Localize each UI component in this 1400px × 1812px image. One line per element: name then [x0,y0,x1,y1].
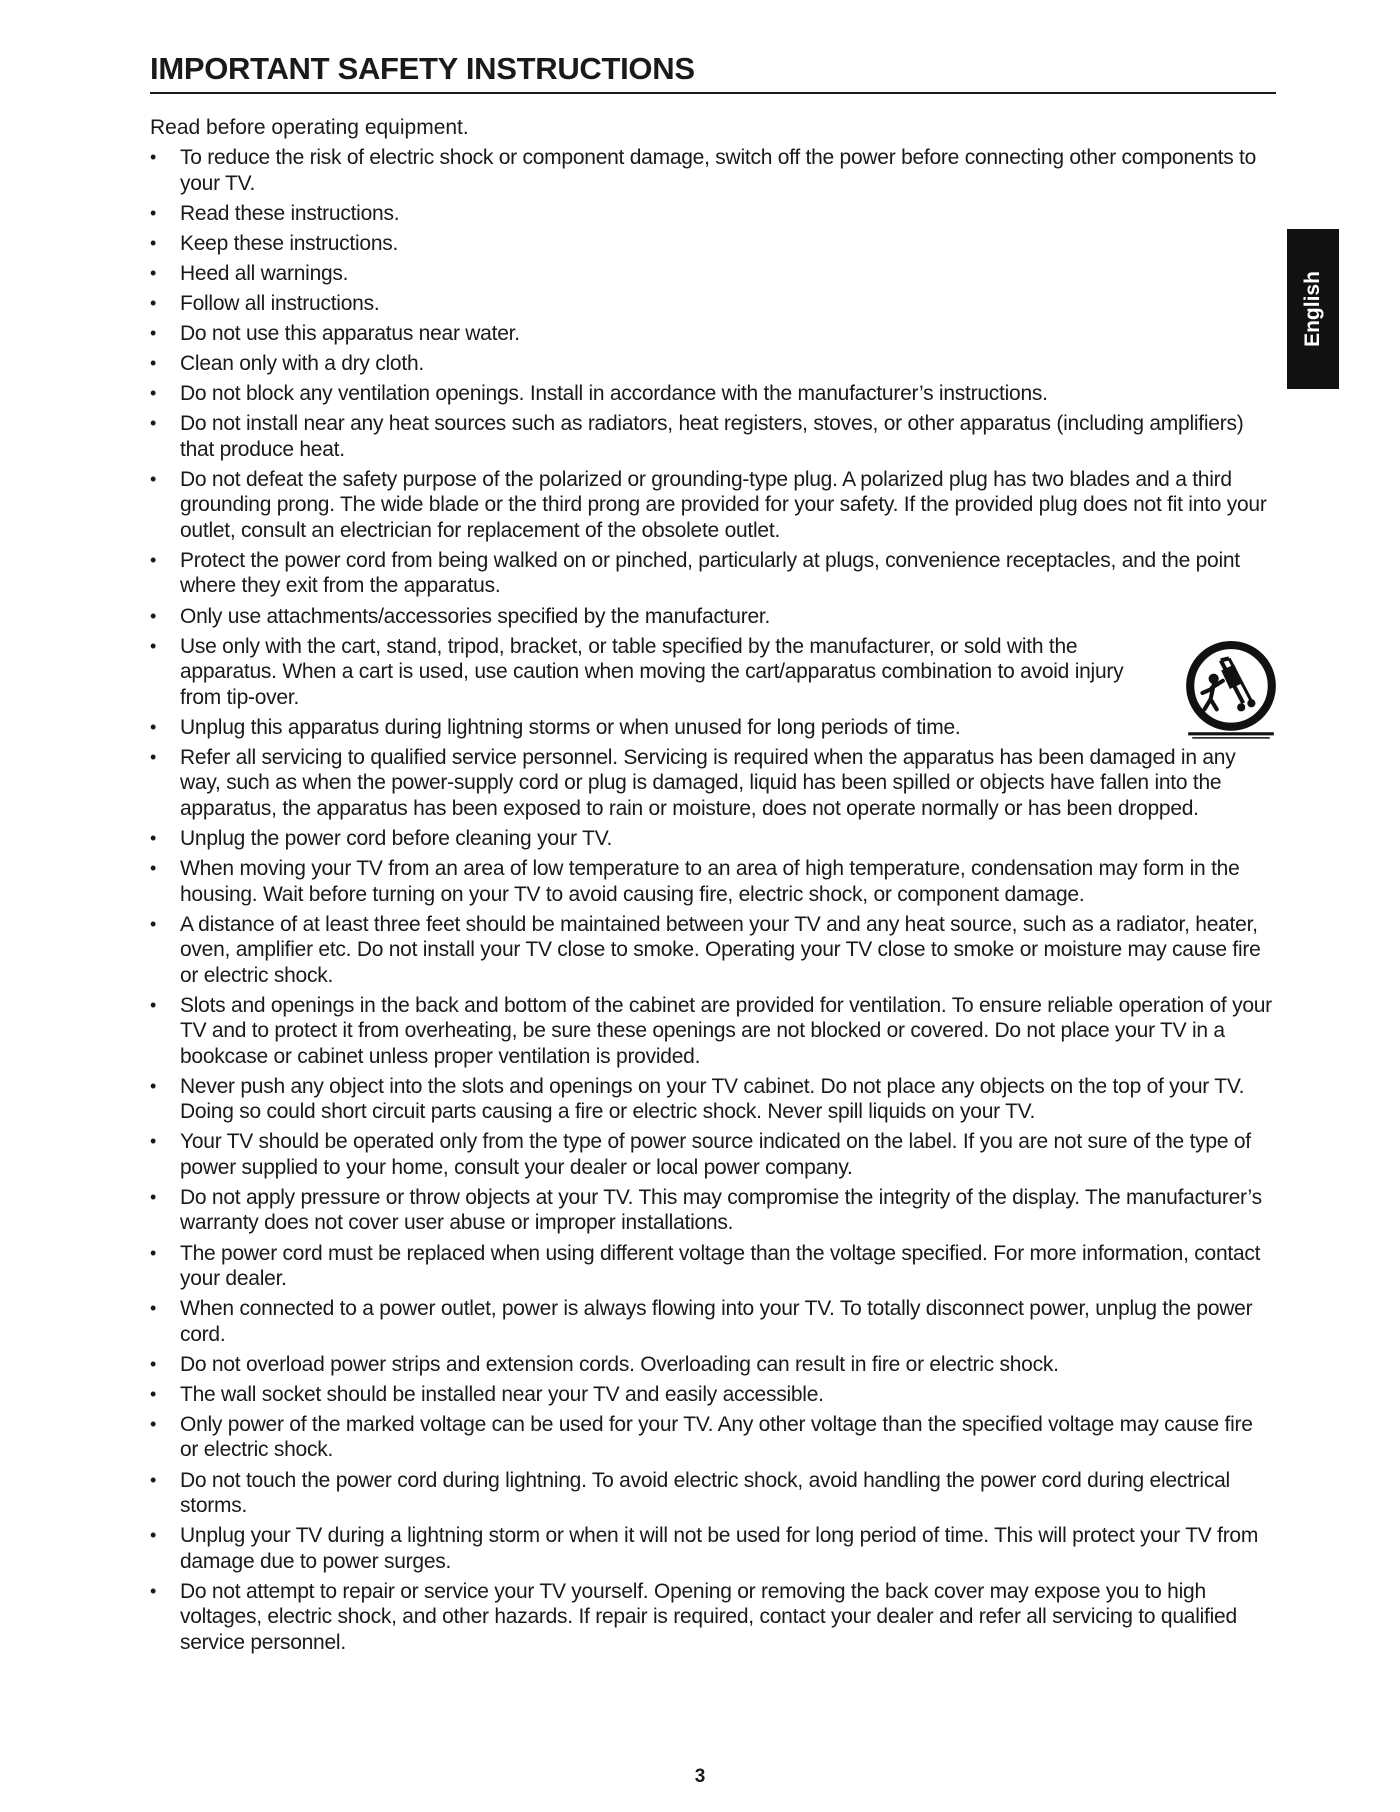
instruction-item: • Do not apply pressure or throw objects at your TV. This may compromise the integrity of the display. The manufacturer’s warranty does not cover user abuse or improper installations. [150,1185,1276,1236]
language-tab [1287,229,1339,389]
instruction-item: • Do not use this apparatus near water. [150,321,1276,347]
instruction-item: • Clean only with a dry cloth. [150,351,1276,377]
no-cart-tip-over-icon [1180,640,1282,742]
instruction-item: • Keep these instructions. [150,231,1276,257]
instruction-item: • Do not defeat the safety purpose of the polarized or grounding-type plug. A polarized plug has two blades and a third grounding prong. The wide blade or the third prong are provided for your safety. If the provided plug does not fit into your outlet, consult an electrician for replacement of the obsolete outlet. [150,467,1276,544]
instruction-item: • To reduce the risk of electric shock or component damage, switch off the power before connecting other components to your TV. [150,145,1276,196]
instruction-item: • Unplug this apparatus during lightning storms or when unused for long periods of time. [150,715,1276,741]
instruction-item: • Never push any object into the slots and openings on your TV cabinet. Do not place any objects on the top of your TV. Doing so could short circuit parts causing a fire or electric shock. Never spill liquids on your TV. [150,1074,1276,1125]
instruction-item: • Do not block any ventilation openings. Install in accordance with the manufacturer’s instructions. [150,381,1276,407]
instruction-item: • The power cord must be replaced when using different voltage than the voltage specified. For more information, contact your dealer. [150,1241,1276,1292]
instruction-item: • Do not install near any heat sources such as radiators, heat registers, stoves, or other apparatus (including amplifiers) that produce heat. [150,411,1276,462]
instruction-item: • Only power of the marked voltage can be used for your TV. Any other voltage than the specified voltage may cause fire or electric shock. [150,1412,1276,1463]
page-number: 3 [694,1766,706,1787]
instruction-item: • Use only with the cart, stand, tripod, bracket, or table specified by the manufacturer, or sold with the apparatus. When a cart is used, use caution when moving the cart/apparatus combination to avoid injury from tip-over. [150,634,1276,711]
instruction-item: • Read these instructions. [150,201,1276,227]
instruction-item: • Unplug your TV during a lightning storm or when it will not be used for long period of time. This will protect your TV from damage due to power surges. [150,1523,1276,1574]
instruction-item: • A distance of at least three feet should be maintained between your TV and any heat source, such as a radiator, heater, oven, amplifier etc. Do not install your TV close to smoke. Operating your TV close to smoke or moisture may cause fire or electric shock. [150,912,1276,989]
page-title: IMPORTANT SAFETY INSTRUCTIONS [150,52,1276,94]
instruction-item: • Do not overload power strips and extension cords. Overloading can result in fire or electric shock. [150,1352,1276,1378]
instruction-item: • Do not touch the power cord during lightning. To avoid electric shock, avoid handling the power cord during electrical storms. [150,1468,1276,1519]
instruction-item: • Follow all instructions. [150,291,1276,317]
instruction-item: • Your TV should be operated only from the type of power source indicated on the label. If you are not sure of the type of power supplied to your home, consult your dealer or local power company. [150,1129,1276,1180]
instruction-item: • Slots and openings in the back and bottom of the cabinet are provided for ventilation. To ensure reliable operation of your TV and to protect it from overheating, be sure these openings are not blocked or covered. Do not place your TV in a bookcase or cabinet unless proper ventilation is provided. [150,993,1276,1070]
instruction-item: • Protect the power cord from being walked on or pinched, particularly at plugs, convenience receptacles, and the point where they exit from the apparatus. [150,548,1276,599]
instruction-item: • Unplug the power cord before cleaning your TV. [150,826,1276,852]
intro-text: Read before operating equipment. [150,116,469,139]
instruction-item: • Do not attempt to repair or service your TV yourself. Opening or removing the back cover may expose you to high voltages, electric shock, and other hazards. If repair is required, contact your dealer and refer all servicing to qualified service personnel. [150,1579,1276,1656]
instruction-item: • When moving your TV from an area of low temperature to an area of high temperature, condensation may form in the housing. Wait before turning on your TV to avoid causing fire, electric shock, or component damage. [150,856,1276,907]
instruction-item: • Only use attachments/accessories specified by the manufacturer. [150,604,1276,630]
instruction-item: • When connected to a power outlet, power is always flowing into your TV. To totally disconnect power, unplug the power cord. [150,1296,1276,1347]
instruction-item: • Heed all warnings. [150,261,1276,287]
safety-instructions-list [150,145,1276,1660]
instruction-item: • The wall socket should be installed near your TV and easily accessible. [150,1382,1276,1408]
language-tab-label: English [1301,271,1324,347]
instruction-item: • Refer all servicing to qualified service personnel. Servicing is required when the apparatus has been damaged in any way, such as when the power-supply cord or plug is damaged, liquid has been spilled or objects have fallen into the apparatus, the apparatus has been exposed to rain or moisture, does not operate normally or has been dropped. [150,745,1276,822]
